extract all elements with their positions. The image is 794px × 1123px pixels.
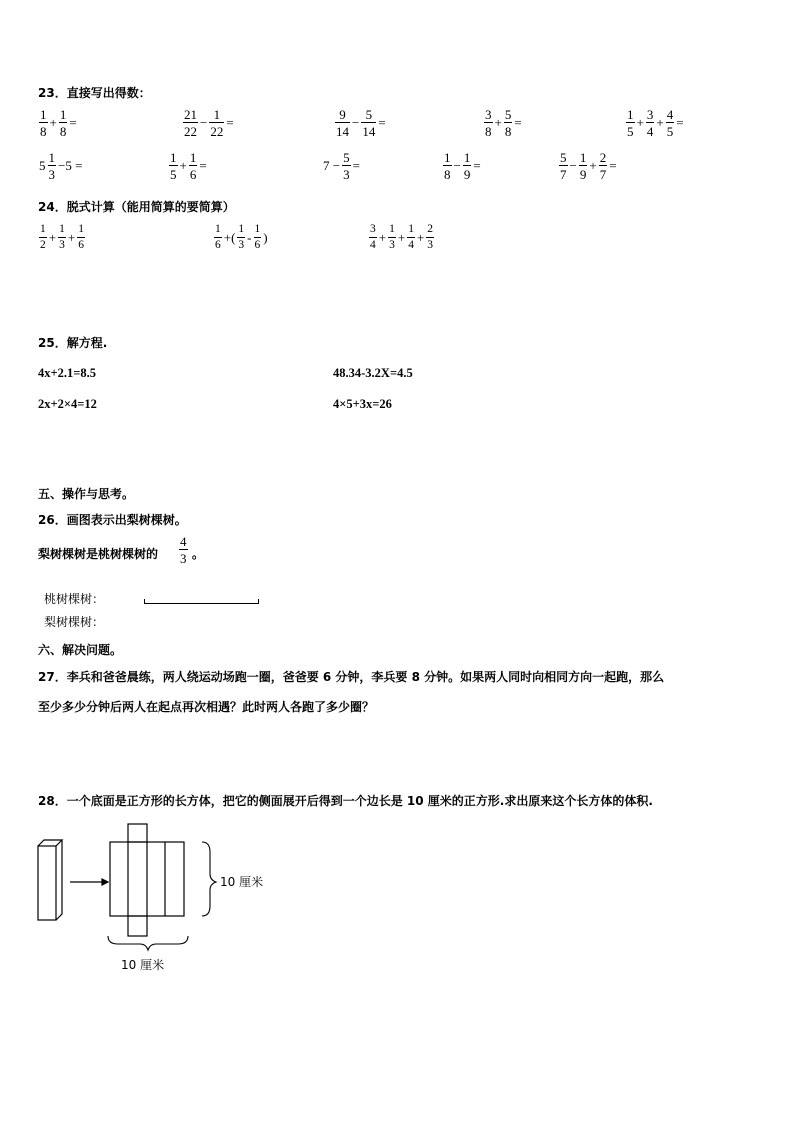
q26-text: 梨树棵树是桃树棵树的	[38, 547, 159, 561]
operator: +	[589, 158, 597, 173]
fraction	[169, 151, 178, 181]
numerator: 5	[504, 107, 512, 122]
q23-expression	[168, 151, 208, 181]
fraction	[77, 224, 85, 251]
equation-2: 48.34-3.2X=4.5	[333, 366, 413, 380]
numerator: 5	[365, 107, 373, 122]
numerator: 1	[408, 223, 414, 235]
fraction	[237, 224, 245, 251]
fraction	[59, 108, 68, 138]
denominator: 5	[627, 124, 634, 139]
numerator: 1	[254, 223, 261, 235]
denominator: 3	[343, 167, 350, 182]
denominator: 4	[408, 238, 414, 251]
operator: +	[378, 229, 387, 245]
q26-fraction	[178, 535, 189, 565]
operator: =	[199, 158, 207, 173]
fraction	[342, 151, 351, 181]
denominator: 6	[215, 238, 221, 251]
denominator: 5	[666, 124, 674, 139]
numerator: 1	[59, 107, 67, 122]
operator: =	[676, 115, 684, 130]
q23-title: 23．直接写出得数：	[38, 86, 151, 100]
fraction	[48, 151, 57, 181]
operator: +	[494, 115, 502, 130]
operator: +(	[223, 229, 236, 245]
denominator: 6	[78, 238, 84, 251]
q23-expression	[558, 151, 618, 181]
fraction	[214, 224, 222, 251]
q28-line1: 28．一个底面是正方形的长方体，把它的侧面展开后得到一个边长是 10 厘米的正方形.求出原来这个长方体的体积.	[38, 794, 653, 808]
fraction	[254, 224, 262, 251]
q23-expression	[483, 108, 523, 138]
fraction	[626, 108, 635, 138]
operator: +	[49, 115, 57, 130]
q23-expression	[334, 108, 387, 138]
fraction	[183, 108, 198, 138]
denominator: 14	[336, 124, 349, 139]
denominator: 5	[170, 167, 177, 182]
unfolded-net	[110, 824, 184, 936]
q26-numerator: 4	[180, 534, 187, 549]
equation-4: 4×5+3x=26	[333, 397, 392, 411]
operator: =	[226, 115, 234, 130]
q26-title: 26．画图表示出梨树棵树。	[38, 513, 187, 527]
operator: +	[397, 229, 406, 245]
cuboid-unfold-figure	[30, 818, 290, 978]
denominator: 9	[463, 167, 471, 182]
equation-1: 4x+2.1=8.5	[38, 366, 96, 380]
numerator: 3	[646, 107, 654, 122]
denominator: 8	[444, 167, 451, 182]
label-pear-trees: 梨树棵树：	[44, 615, 105, 629]
numerator: 1	[238, 223, 245, 235]
fraction	[559, 151, 568, 181]
fraction	[209, 108, 224, 138]
numerator: 21	[184, 107, 197, 122]
denominator: 4	[646, 124, 654, 139]
numerator: 9	[339, 107, 346, 122]
numerator: 1	[389, 223, 395, 235]
integer: 7 −	[323, 158, 341, 173]
height-label: 10 厘米	[220, 875, 264, 889]
numerator: 1	[59, 223, 65, 235]
denominator: 9	[579, 167, 587, 182]
fraction	[599, 151, 608, 181]
fraction	[426, 224, 434, 251]
numerator: 5	[560, 150, 567, 165]
operator: =	[514, 115, 522, 130]
label-peach-trees: 桃树棵树：	[44, 592, 105, 606]
numerator: 1	[579, 150, 587, 165]
operator: =	[352, 158, 360, 173]
denominator: 3	[427, 238, 434, 251]
numerator: 1	[40, 107, 47, 122]
arrow-icon	[70, 879, 108, 885]
width-brace	[108, 936, 188, 950]
q23-expression	[625, 108, 685, 138]
operator: −	[200, 115, 208, 130]
numerator: 1	[170, 150, 177, 165]
operator: −	[453, 158, 461, 173]
denominator: 3	[48, 167, 55, 182]
denominator: 14	[362, 124, 376, 139]
q27-line1: 27．李兵和爸爸晨练，两人绕运动场跑一圈，爸爸要 6 分钟，李兵要 8 分钟。如果两人同时向相同方向一起跑，那么	[38, 670, 665, 684]
numerator: 1	[40, 223, 46, 235]
denominator: 8	[59, 124, 67, 139]
denominator: 7	[560, 167, 567, 182]
q23-expression	[322, 151, 361, 181]
q24-expression	[368, 224, 435, 251]
numerator: 2	[599, 150, 607, 165]
fraction	[407, 224, 415, 251]
fraction	[388, 224, 396, 251]
numerator: 1	[189, 150, 197, 165]
fraction	[361, 108, 376, 138]
fraction	[504, 108, 513, 138]
denominator: 6	[189, 167, 197, 182]
height-brace	[202, 842, 216, 916]
denominator: 3	[238, 238, 245, 251]
operator: −	[352, 115, 360, 130]
operator: +	[48, 229, 57, 245]
fraction	[189, 151, 198, 181]
fraction	[443, 151, 452, 181]
fraction	[579, 151, 588, 181]
numerator: 3	[370, 223, 376, 235]
fraction	[369, 224, 377, 251]
operator: +	[416, 229, 425, 245]
integer: 5	[39, 158, 46, 173]
fraction	[39, 224, 47, 251]
denominator: 22	[210, 124, 224, 139]
q26-denominator: 3	[180, 551, 187, 566]
operator: -	[247, 229, 252, 245]
operator: =	[378, 115, 386, 130]
q24-expression	[213, 224, 269, 251]
operator: −	[569, 158, 577, 173]
denominator: 3	[59, 238, 65, 251]
operator: +	[636, 115, 644, 130]
denominator: 8	[40, 124, 47, 139]
numerator: 1	[463, 150, 471, 165]
fraction	[463, 151, 472, 181]
denominator: 3	[389, 238, 395, 251]
denominator: 2	[40, 238, 46, 251]
q27-line2: 至少多少分钟后两人在起点再次相遇？此时两人各跑了多少圈？	[38, 700, 375, 714]
fraction	[39, 108, 48, 138]
peach-tree-bar	[144, 599, 259, 604]
operator: −5 =	[58, 158, 83, 173]
q25-title: 25．解方程.	[38, 336, 108, 350]
q23-expression	[38, 151, 83, 181]
fraction	[58, 224, 66, 251]
operator: +	[656, 115, 664, 130]
denominator: 8	[504, 124, 512, 139]
operator: =	[69, 115, 77, 130]
q24-title: 24．脱式计算（能用简算的要简算）	[38, 200, 235, 214]
denominator: 22	[184, 124, 197, 139]
width-label: 10 厘米	[121, 958, 165, 972]
fraction	[646, 108, 655, 138]
numerator: 1	[215, 223, 221, 235]
equation-3: 2x+2×4=12	[38, 397, 97, 411]
numerator: 1	[78, 223, 84, 235]
numerator: 3	[485, 107, 492, 122]
numerator: 2	[427, 223, 434, 235]
fraction	[484, 108, 493, 138]
cuboid-drawing	[38, 840, 62, 920]
section-5-heading: 五、操作与思考。	[38, 487, 135, 501]
numerator: 1	[627, 107, 634, 122]
denominator: 8	[485, 124, 492, 139]
numerator: 1	[213, 107, 221, 122]
q23-expression	[442, 151, 482, 181]
denominator: 6	[254, 238, 261, 251]
numerator: 4	[666, 107, 674, 122]
numerator: 1	[444, 150, 451, 165]
operator: +	[67, 229, 76, 245]
q26-end: 。	[192, 547, 205, 561]
denominator: 7	[599, 167, 607, 182]
numerator: 1	[48, 150, 55, 165]
numerator: 5	[343, 150, 350, 165]
operator: =	[609, 158, 617, 173]
fraction	[335, 108, 350, 138]
operator: )	[263, 229, 268, 245]
denominator: 4	[370, 238, 376, 251]
q23-expression	[182, 108, 235, 138]
q24-expression	[38, 224, 86, 251]
section-6-heading: 六、解决问题。	[38, 643, 123, 657]
q23-expression	[38, 108, 78, 138]
fraction	[666, 108, 675, 138]
operator: =	[473, 158, 481, 173]
operator: +	[179, 158, 187, 173]
